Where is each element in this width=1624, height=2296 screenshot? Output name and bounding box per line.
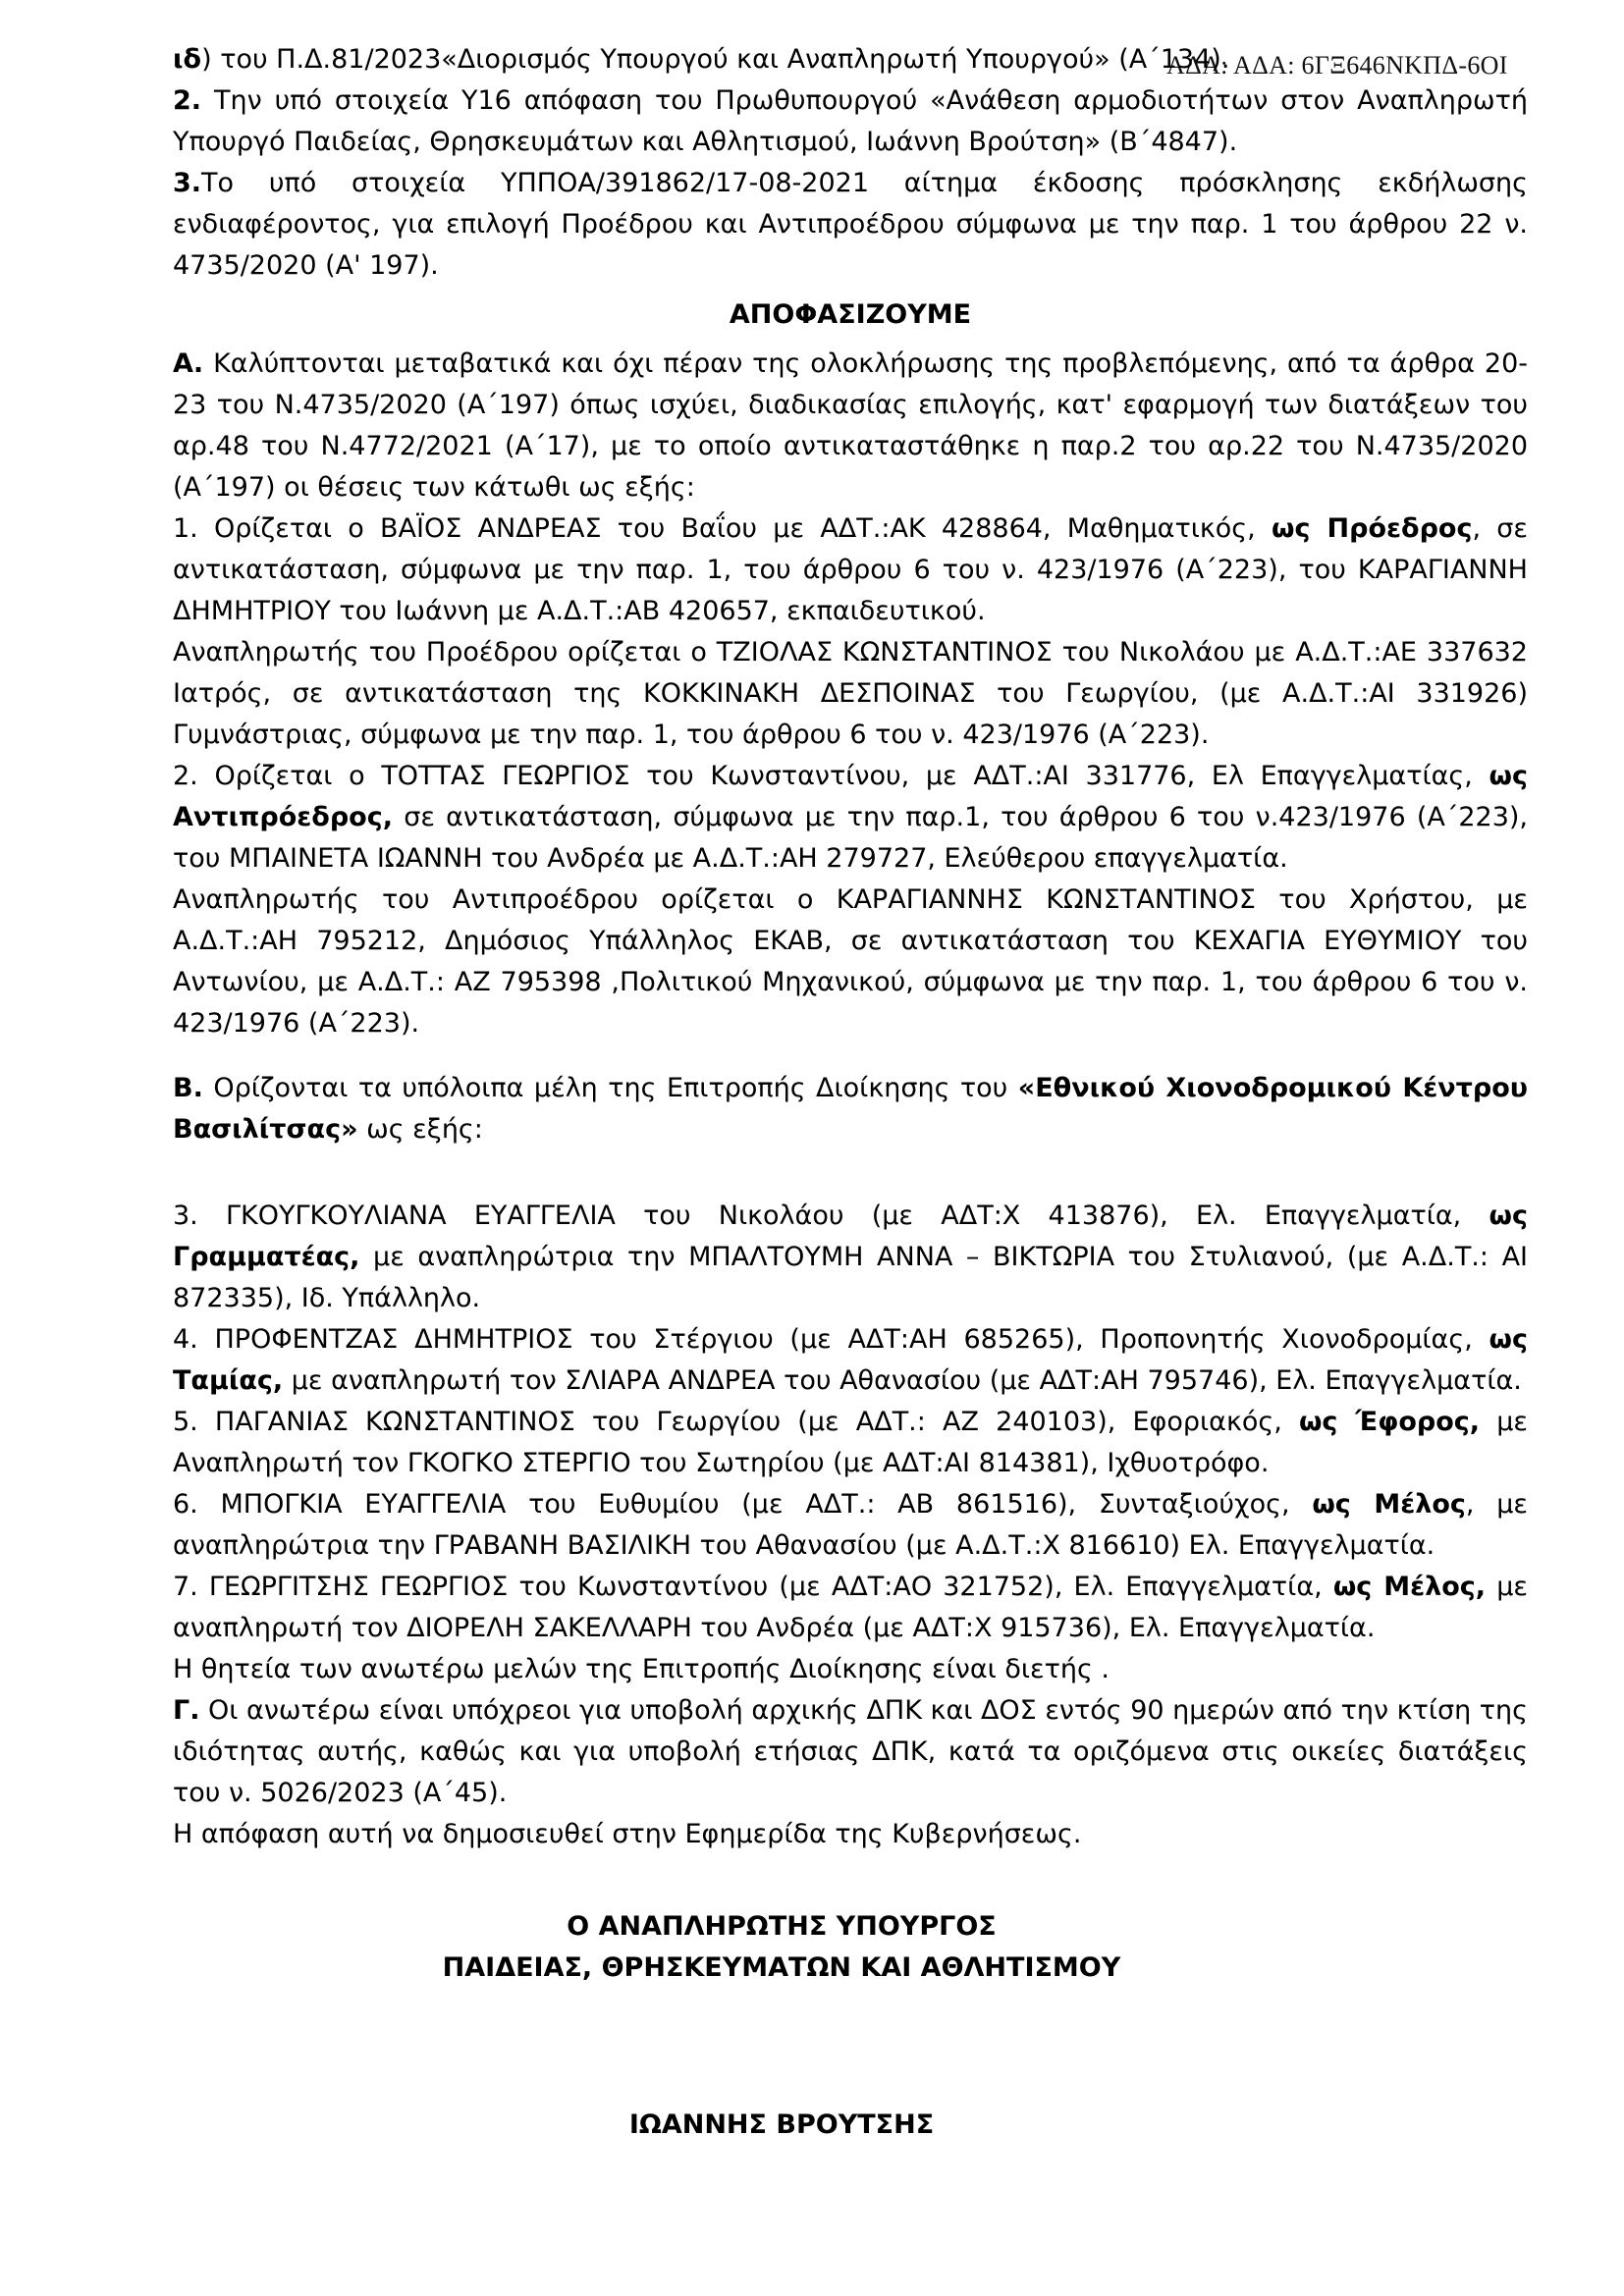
member-4-post: με αναπληρωτή τον ΣΛΙΑΡΑ ΑΝΔΡΕΑ του Αθανασίου (με ΑΔΤ:ΑΗ 795746), Ελ. Επαγγελματία. [283,1365,1522,1396]
basis-item-2-text: Την υπό στοιχεία Υ16 απόφαση του Πρωθυπουργού «Ανάθεση αρμοδιοτήτων στον Αναπληρωτή Υπουργό Παιδείας, Θρησκευμάτων και Αθλητισμού, Ιωάννη Βρούτση» (Β΄4847). [173,85,1528,157]
member-5-post: με Αναπληρωτή τον ΓΚΟΓΚΟ ΣΤΕΡΓΙΟ του Σωτηρίου (με ΑΔΤ:ΑΙ 814381), Ιχθυοτρόφο. [173,1407,1528,1478]
basis-item-1 [173,39,1528,80]
section-b-intro-end: ως εξής: [357,1114,483,1145]
section-a-item-1-pre: 1. Ορίζεται ο ΒΑΪΟΣ ΑΝΔΡΕΑΣ του Βαΐου με ΑΔΤ.:ΑΚ 428864, Μαθηματικός, [173,513,1272,544]
term-statement: Η θητεία των ανωτέρω μελών της Επιτροπής Διοίκησης είναι διετής . [173,1654,1110,1684]
signature-title-line-2: ΠΑΙΔΕΙΑΣ, ΘΡΗΣΚΕΥΜΑΤΩΝ ΚΑΙ ΑΘΛΗΤΙΣΜΟΥ [442,1952,1121,1983]
spacer [173,1150,1528,1196]
basis-item-3-number: 3. [173,168,202,198]
section-a-item-2-alternate: Αναπληρωτής του Αντιπροέδρου ορίζεται ο ΚΑΡΑΓΙΑΝΝΗΣ ΚΩΝΣΤΑΝΤΙΝΟΣ του Χρήστου, με Α.Δ.Τ.:ΑΗ 795212, Δημόσιος Υπάλληλος ΕΚΑΒ, σε αντικατάσταση του ΚΕΧΑΓΙΑ ΕΥΘΥΜΙΟΥ του Αντωνίου, με Α.Δ.Τ.: ΑΖ 795398 ,Πολιτικού Μηχανικού, σύμφωνα με την παρ. 1, του άρθρου 6 του ν. 423/1976 (Α΄223). [173,884,1528,1039]
member-3-post: με αναπληρώτρια την ΜΠΑΛΤΟΥΜΗ ΑΝΝΑ – ΒΙΚΤΩΡΙΑ του Στυλιανού, (με Α.Δ.Τ.: ΑΙ 872335), Ιδ. Υπάλληλο. [173,1242,1528,1313]
member-7-post: με αναπληρωτή τον ΔΙΟΡΕΛΗ ΣΑΚΕΛΛΑΡΗ του Ανδρέα (με ΑΔΤ:Χ 915736), Ελ. Επαγγελματία. [173,1572,1528,1643]
basis-item-3 [173,163,1528,287]
member-5 [173,1402,1528,1484]
signature-block [173,1906,1390,2146]
signature-space [173,1989,1390,2105]
section-a-item-2-pre: 2. Ορίζεται ο ΤΟΤΤΑΣ ΓΕΩΡΓΙΟΣ του Κωνσταντίνου, με ΑΔΤ.:ΑΙ 331776, Ελ Επαγγελματίας, [173,761,1489,791]
member-5-role: ως Έφορος, [1298,1407,1481,1437]
basis-item-1-label: ιδ [173,44,202,75]
basis-item-3-text: Το υπό στοιχεία ΥΠΠΟΑ/391862/17-08-2021 αίτημα έκδοσης πρόσκλησης εκδήλωσης ενδιαφέροντος, για επιλογή Προέδρου και Αντιπροέδρου σύμφωνα με την παρ. 1 του άρθρου 22 ν. 4735/2020 (Α' 197). [173,168,1528,281]
spacer [173,1044,1528,1068]
basis-item-2-number: 2. [173,85,202,116]
member-4-role: ως Ταμίας, [173,1324,1528,1396]
member-3-role: ως Γραμματέας, [173,1201,1528,1272]
member-6-post: , με αναπληρώτρια την ΓΡΑΒΑΝΗ ΒΑΣΙΛΙΚΗ του Αθανασίου (με Α.Δ.Τ.:Χ 816610) Ελ. Επαγγελματία. [173,1489,1528,1561]
member-4-pre: 4. ΠΡΟΦΕΝΤΖΑΣ ΔΗΜΗΤΡΙΟΣ του Στέργιου (με ΑΔΤ:ΑΗ 685265), Προπονητής Χιονοδρομίας, [173,1324,1489,1355]
basis-item-2 [173,80,1528,163]
section-a-item-2-role: ως Αντιπρόεδρος, [173,761,1528,832]
member-6-role: ως Μέλος [1312,1489,1466,1520]
member-5-pre: 5. ΠΑΓΑΝΙΑΣ ΚΩΝΣΤΑΝΤΙΝΟΣ του Γεωργίου (με ΑΔΤ.: ΑΖ 240103), Εφοριακός, [173,1407,1299,1437]
section-a-item-1-post: , σε αντικατάσταση, σύμφωνα με την παρ. 1, του άρθρου 6 του ν. 423/1976 (Α΄223), του ΚΑΡΑΓΙΑΝΝΗ ΔΗΜΗΤΡΙΟΥ του Ιωάννη με Α.Δ.Τ.:ΑΒ 420657, εκπαιδευτικού. [173,513,1529,626]
member-6-pre: 6. ΜΠΟΓΚΙΑ ΕΥΑΓΓΕΛΙΑ του Ευθυμίου (με ΑΔΤ.: ΑΒ 861516), Συνταξιούχος, [173,1489,1313,1520]
section-b-intro [173,1068,1528,1150]
member-7-pre: 7. ΓΕΩΡΓΙΤΣΗΣ ΓΕΩΡΓΙΟΣ του Κωνσταντίνου (με ΑΔΤ:ΑΟ 321752), Ελ. Επαγγελματία, [173,1572,1333,1602]
section-a-item-1-role: ως Πρόεδρος [1271,513,1473,544]
signature-title-line-1: Ο ΑΝΑΠΛΗΡΩΤΗΣ ΥΠΟΥΡΓΟΣ [567,1911,997,1942]
section-a-intro-text: Καλύπτονται μεταβατικά και όχι πέραν της ολοκλήρωσης της προβλεπόμενης, από τα άρθρα 20-23 του Ν.4735/2020 (Α΄197) όπως ισχύει, διαδικασίας επιλογής, κατ' εφαρμογή των διατάξεων του αρ.48 του Ν.4772/2021 (Α΄17), με το οποίο αντικαταστάθηκε η παρ.2 του αρ.22 του Ν.4735/2020 (Α΄197) οι θέσεις των κάτωθι ως εξής: [173,348,1528,503]
publication-statement: Η απόφαση αυτή να δημοσιευθεί στην Εφημερίδα της Κυβερνήσεως. [173,1819,1082,1849]
decision-heading: ΑΠΟΦΑΣΙΖΟΥΜΕ [729,299,972,330]
section-a-intro [173,344,1528,508]
section-c-label: Γ. [173,1695,200,1726]
section-b-entity: «Εθνικού Χιονοδρομικού Κέντρου Βασιλίτσας» [173,1073,1529,1145]
signatory-name: ΙΩΑΝΝΗΣ ΒΡΟΥΤΣΗΣ [628,2109,935,2140]
spacer [173,1855,1528,1906]
section-a-item-1-alternate: Αναπληρωτής του Προέδρου ορίζεται ο ΤΖΙΟΛΑΣ ΚΩΝΣΤΑΝΤΙΝΟΣ του Νικολάου με Α.Δ.Τ.:ΑΕ 337632 Ιατρός, σε αντικατάσταση της ΚΟΚΚΙΝΑΚΗ ΔΕΣΠΟΙΝΑΣ του Γεωργίου, (με Α.Δ.Τ.:ΑΙ 331926) Γυμνάστριας, σύμφωνα με την παρ. 1, του άρθρου 6 του ν. 423/1976 (Α΄223). [173,637,1528,750]
member-7 [173,1567,1528,1649]
section-c [173,1690,1528,1814]
section-a-label: Α. [173,348,204,379]
member-3 [173,1196,1528,1319]
section-a-item-2 [173,756,1528,880]
basis-item-1-text: ) του Π.Δ.81/2023«Διορισμός Υπουργού και Αναπληρωτή Υπουργού» (Α΄134). [201,44,1230,75]
member-3-pre: 3. ΓΚΟΥΓΚΟΥΛΙΑΝΑ ΕΥΑΓΓΕΛΙΑ του Νικολάου (με ΑΔΤ:Χ 413876), Ελ. Επαγγελματία, [173,1201,1489,1231]
section-b-label: Β. [173,1073,203,1103]
ada-header: ΑΔΑ: ΑΔΑ: 6ΓΞ646ΝΚΠΔ-6ΟΙ [1166,51,1508,80]
section-c-text: Οι ανωτέρω είναι υπόχρεοι για υποβολή αρχικής ΔΠΚ και ΔΟΣ εντός 90 ημερών από την κτίση της ιδιότητας αυτής, καθώς και για υποβολή ετήσιας ΔΠΚ, κατά τα οριζόμενα στις οικείες διατάξεις του ν. 5026/2023 (Α΄45). [173,1695,1528,1808]
member-4 [173,1319,1528,1402]
member-7-role: ως Μέλος, [1332,1572,1487,1602]
member-6 [173,1484,1528,1567]
document-body [173,39,1528,2146]
section-b-intro-text: Ορίζονται τα υπόλοιπα μέλη της Επιτροπής Διοίκησης του [202,1073,1018,1103]
section-a-item-1 [173,508,1528,632]
section-a-item-2-post: σε αντικατάσταση, σύμφωνα με την παρ.1, του άρθρου 6 του ν.423/1976 (Α΄223), του ΜΠΑΙΝΕΤΑ ΙΩΑΝΝΗ του Ανδρέα με Α.Δ.Τ.:ΑΗ 279727, Ελεύθερου επαγγελματία. [173,802,1528,874]
